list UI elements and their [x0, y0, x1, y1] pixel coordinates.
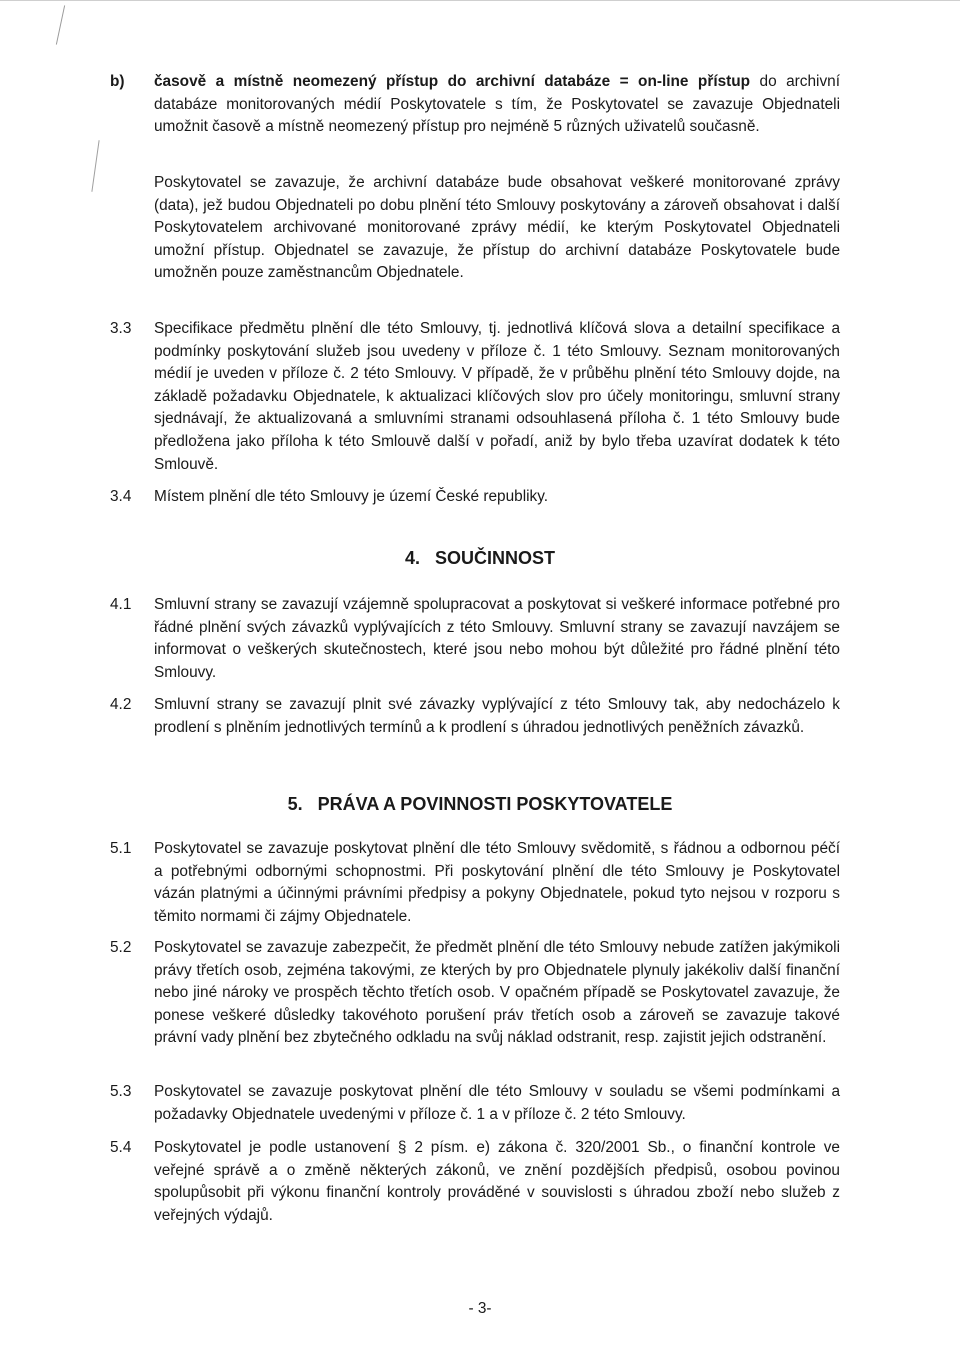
section-5-heading: 5. PRÁVA A POVINNOSTI POSKYTOVATELE	[287, 794, 673, 814]
item-b-marker: b)	[110, 73, 125, 90]
section-5-2-number: 5.2	[110, 939, 132, 956]
section-4-1-text: Smluvní strany se zavazují vzájemně spolupracovat a poskytovat si veškeré informace potřebné pro řádné plnění svých závazků vyplývajících z této Smlouvy. Smluvní strany se zavazují navzájem se informovat o veškerých skutečnostech, které jsou nebo mohou být důležité pro řádné plnění této Smlouvy.	[154, 596, 840, 681]
item-b-bold-lead: časově a místně neomezený přístup do archivní databáze = on-line přístup	[154, 73, 751, 90]
section-4-1-number: 4.1	[110, 596, 132, 613]
section-4-heading: 4. SOUČINNOST	[404, 548, 556, 568]
section-3-3-number: 3.3	[110, 320, 132, 337]
section-5-4-text: Poskytovatel je podle ustanovení § 2 písm. e) zákona č. 320/2001 Sb., o finanční kontrole ve veřejné správě a o změně některých zákonů, ve znění pozdějších předpisů, osobou povinou spolupůsobit při výkonu finanční kontroly prováděné v souvislosti s úhradou zboží nebo služeb z veřejných výdajů.	[154, 1139, 840, 1224]
section-4-2-number: 4.2	[110, 696, 132, 713]
scan-edge-line	[0, 0, 960, 1]
scan-stroke-mark	[91, 140, 99, 192]
page-number: - 3-	[468, 1300, 492, 1317]
section-4-2-text: Smluvní strany se zavazují plnit své závazky vyplývající z této Smlouvy tak, aby nedocházelo k prodlení s plněním jednotlivých termínů a k prodlení s úhradou jednotlivých peněžních závazků.	[154, 696, 840, 736]
section-3-4-text: Místem plnění dle této Smlouvy je území České republiky.	[154, 488, 549, 505]
section-5-3-text: Poskytovatel se zavazuje poskytovat plnění dle této Smlouvy v souladu se všemi podmínkami a požadavky Objednatele uvedenými v příloze č. 1 a v příloze č. 2 této Smlouvy.	[154, 1083, 840, 1123]
scan-stroke-mark	[56, 5, 65, 44]
section-5-4-number: 5.4	[110, 1139, 132, 1156]
item-b-rest: do archivní databáze monitorovaných médií Poskytovatele s tím, že Poskytovatel se zavazuje Objednateli umožnit časově a místně neomezený přístup pro nejméně 5 různých uživatelů současně.	[154, 73, 840, 136]
section-3-3-text: Specifikace předmětu plnění dle této Smlouvy, tj. jednotlivá klíčová slova a detailní specifikace a podmínky poskytování služeb jsou uvedeny v příloze č. 1 této Smlouvy. Seznam monitorovaných médií je uveden v příloze č. 2 této Smlouvy. V případě, že v průběhu plnění této Smlouvy dojde, na základě požadavku Objednatele, k aktualizaci klíčových slov pro účely monitoringu, smluvní strany sjednávají, že aktualizovaná a smluvními stranami odsouhlasená příloha č. 1 této Smlouvy bude předložena jako příloha k této Smlouvě další v pořadí, aniž by bylo třeba uzavírat dodatek k této Smlouvě.	[154, 320, 840, 473]
section-5-3-number: 5.3	[110, 1083, 132, 1100]
item-b-text	[154, 71, 840, 139]
item-b-paragraph: Poskytovatel se zavazuje, že archivní databáze bude obsahovat veškeré monitorované zprávy (data), jež budou Objednateli po dobu plnění této Smlouvy poskytovány a zároveň obsahovat i další Poskytovatelem archivované monitorované zprávy médií, ke kterým Poskytovatel Objednateli umožní přístup. Objednatel se zavazuje, že přístup do archivní databáze Poskytovatele bude umožněn pouze zaměstnancům Objednatele.	[154, 174, 840, 282]
section-5-2-text: Poskytovatel se zavazuje zabezpečit, že předmět plnění dle této Smlouvy nebude zatížen jakýmikoli právy třetích osob, zejména takovými, ze kterých by pro Objednatele plynuly jakékoliv další finanční nebo jiné nároky ve prospěch těchto třetích osob. V opačném případě se Poskytovatel zavazuje, že ponese veškeré důsledky takovéhoto porušení práv třetích osob a zároveň se zavazuje takové právní vady plnění bez zbytečného odkladu na svůj náklad odstranit, resp. zajistit jejich odstranění.	[154, 939, 840, 1047]
section-3-4-number: 3.4	[110, 488, 132, 505]
section-5-1-number: 5.1	[110, 840, 132, 857]
section-5-1-text: Poskytovatel se zavazuje poskytovat plnění dle této Smlouvy svědomitě, s řádnou a odbornou péčí a potřebnými odbornými schopnostmi. Při poskytování plnění dle této Smlouvy je Poskytovatel vázán platnými a účinnými právními předpisy a pokyny Objednatele, pokud tyto nejsou v rozporu s těmito normami či zájmy Objednatele.	[154, 840, 840, 925]
